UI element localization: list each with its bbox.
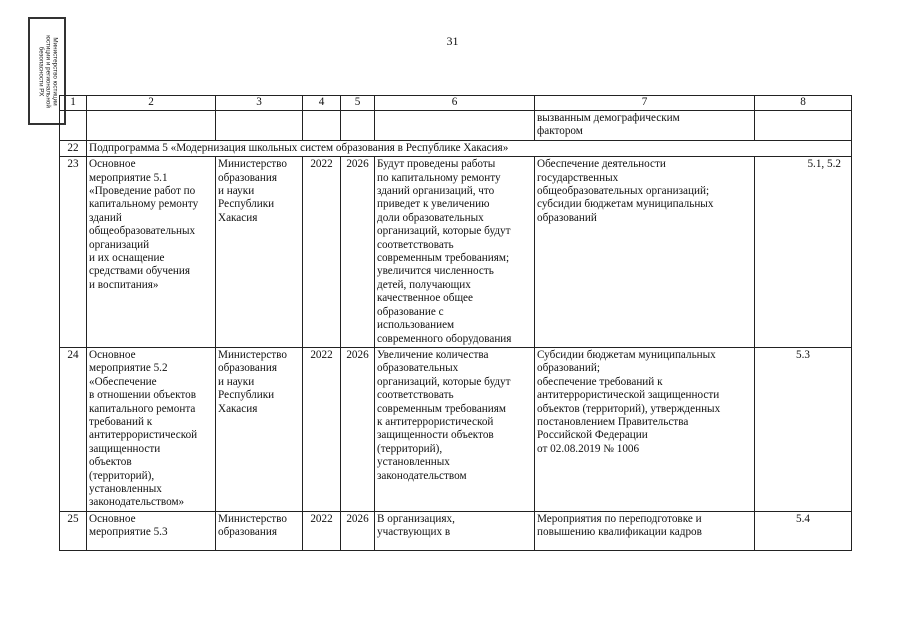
table-cell <box>375 111 535 141</box>
header-cell: 6 <box>375 96 535 111</box>
activity-name: Основное мероприятие 5.1 «Проведение работ по капитальному ремонту зданий общеобразовательных организаций и их оснащение средствами обучения и воспитания» <box>87 157 216 348</box>
header-cell: 8 <box>755 96 852 111</box>
header-row <box>60 96 852 111</box>
executor: Министерство образования и науки Республики Хакасия <box>216 347 303 511</box>
executor: Министерство образования <box>216 511 303 550</box>
row-number: 23 <box>60 157 87 348</box>
table-cell <box>341 111 375 141</box>
notes: Субсидии бюджетам муниципальных образований; обеспечение требований к антитеррористической защищенности объектов (территорий), утвержденных постановлением Правительства Российской Федерации от 02.08.2019 № 1006 <box>535 347 755 511</box>
table-cell <box>755 111 852 141</box>
header-cell: 7 <box>535 96 755 111</box>
page-number: 31 <box>446 34 459 48</box>
stamp-line: юстиции и региональной <box>44 35 52 108</box>
table-cell <box>303 111 341 141</box>
activity-name: Основное мероприятие 5.3 <box>87 511 216 550</box>
subprogram-title: Подпрограмма 5 «Модернизация школьных систем образования в Республике Хакасия» <box>87 140 852 156</box>
table-cell <box>60 111 87 141</box>
expected-result: Будут проведены работы по капитальному ремонту зданий организаций, что приведет к увеличению доли образовательных организаций, которые будут соответствовать современным требованиям; увеличится численность детей, получающих качественное общее образование с использованием современного оборудования <box>375 157 535 348</box>
program-table <box>59 95 852 551</box>
executor: Министерство образования и науки Республики Хакасия <box>216 157 303 348</box>
table-row <box>60 511 852 550</box>
stamp-line: Министерство юстиции <box>51 37 59 106</box>
indicators: 5.4 <box>755 511 852 550</box>
end-year: 2026 <box>341 157 375 348</box>
expected-result: Увеличение количества образовательных организаций, которые будут соответствовать современным требованиям к антитеррористической защищенности объектов (территорий), установленных законодательством <box>375 347 535 511</box>
table-row <box>60 347 852 511</box>
notes: Обеспечение деятельности государственных общеобразовательных организаций; субсидии бюджетам муниципальных образований <box>535 157 755 348</box>
header-cell: 1 <box>60 96 87 111</box>
header-cell: 3 <box>216 96 303 111</box>
start-year: 2022 <box>303 157 341 348</box>
header-cell: 2 <box>87 96 216 111</box>
continuation-row <box>60 111 852 141</box>
table-cell <box>87 111 216 141</box>
indicators: 5.3 <box>755 347 852 511</box>
start-year: 2022 <box>303 511 341 550</box>
expected-result: В организациях, участвующих в <box>375 511 535 550</box>
header-cell: 5 <box>341 96 375 111</box>
table-cell <box>216 111 303 141</box>
indicators: 5.1, 5.2 <box>755 157 852 348</box>
activity-name: Основное мероприятие 5.2 «Обеспечение в отношении объектов капитального ремонта требований к антитеррористической защищенности объектов (территорий), установленных законодательством» <box>87 347 216 511</box>
row-number: 25 <box>60 511 87 550</box>
notes: Мероприятия по переподготовке и повышению квалификации кадров <box>535 511 755 550</box>
row-number: 24 <box>60 347 87 511</box>
subprogram-row <box>60 140 852 156</box>
notes-cell: вызванным демографическим фактором <box>535 111 755 141</box>
stamp-line: безопасности РХ <box>37 46 45 97</box>
header-cell: 4 <box>303 96 341 111</box>
start-year: 2022 <box>303 347 341 511</box>
end-year: 2026 <box>341 347 375 511</box>
table-row <box>60 157 852 348</box>
row-number: 22 <box>60 140 87 156</box>
end-year: 2026 <box>341 511 375 550</box>
